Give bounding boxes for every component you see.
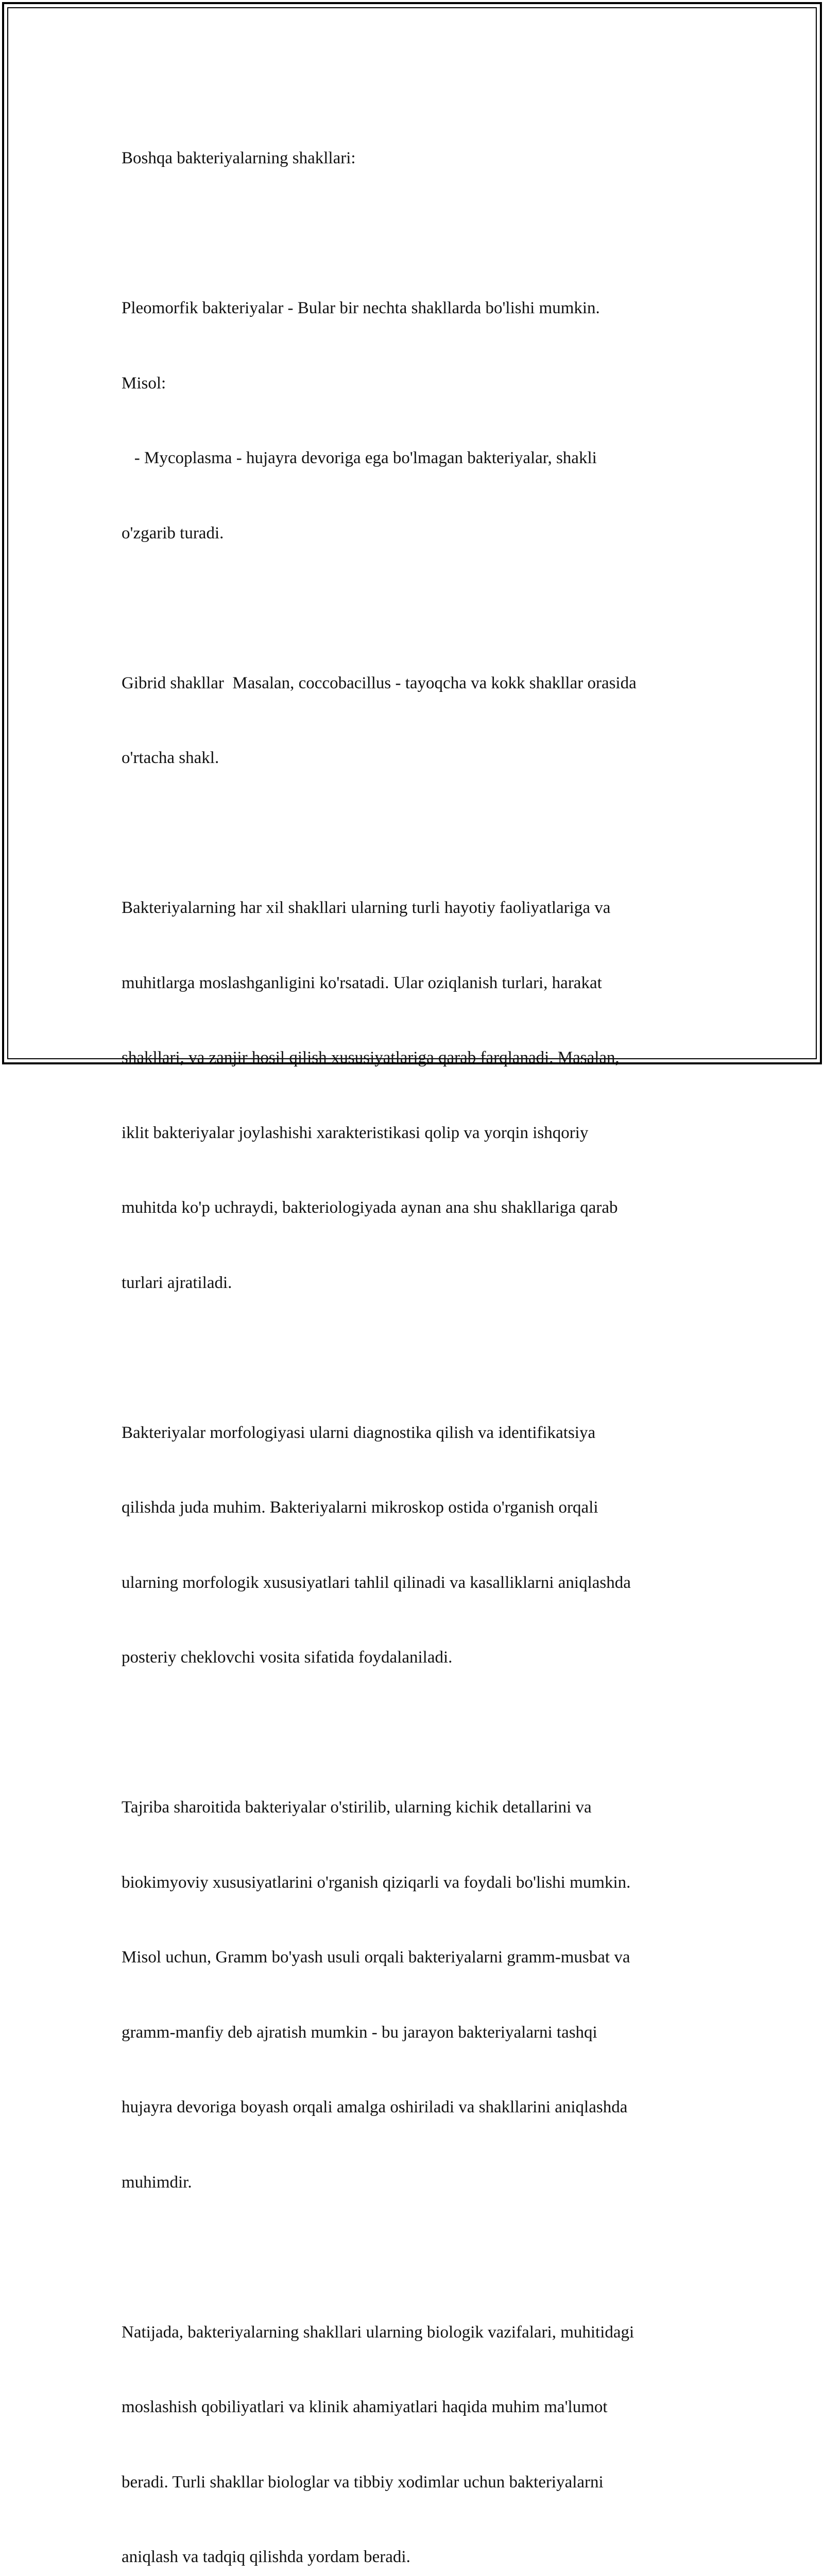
paragraph-morphology-diagnostics [122,1370,703,1720]
paragraph-line: turlari ajratiladi. [122,1270,703,1296]
paragraph-line: biokimyoviy xususiyatlarini o'rganish qiziqarli va foydali bo'lishi mumkin. [122,1870,703,1895]
paragraph-line: iklit bakteriyalar joylashishi xarakteristikasi qolip va yorqin ishqoriy [122,1121,703,1146]
paragraph-line: muhitda ko'p uchraydi, bakteriologiyada aynan ana shu shakllariga qarab [122,1195,703,1221]
paragraph-line: Natijada, bakteriyalarning shakllari ularning biologik vazifalari, muhitidagi [122,2320,703,2345]
paragraph-line: hujayra devoriga boyash orqali amalga oshiriladi va shakllarini aniqlashda [122,2095,703,2120]
paragraph-line: Bakteriyalarning har xil shakllari ularning turli hayotiy faoliyatlariga va [122,895,703,921]
paragraph-line: Misol uchun, Gramm bo'yash usuli orqali bakteriyalarni gramm-musbat va [122,1945,703,1970]
paragraph-gram-staining [122,1745,703,2245]
paragraph-conclusion [122,2270,703,2576]
paragraph-line: beradi. Turli shakllar biologlar va tibbiy xodimlar uchun bakteriyalarni [122,2470,703,2495]
paragraph-line: Gibrid shakllar Masalan, coccobacillus - tayoqcha va kokk shakllar orasida [122,671,703,696]
paragraph-line: qilishda juda muhim. Bakteriyalarni mikroskop ostida o'rganish orqali [122,1495,703,1520]
paragraph-line: Misol: [122,371,703,396]
paragraph-line: Tajriba sharoitida bakteriyalar o'stirilib, ularning kichik detallarini va [122,1795,703,1820]
document-body [122,96,703,2576]
paragraph-line: muhitlarga moslashganligini ko'rsatadi. Ular oziqlanish turlari, harakat [122,971,703,996]
paragraph-line: - Mycoplasma - hujayra devoriga ega bo'lmagan bakteriyalar, shakli [122,446,703,471]
paragraph-line: aniqlash va tadqiq qilishda yordam beradi. [122,2545,703,2570]
paragraph-line: Pleomorfik bakteriyalar - Bular bir nechta shakllarda bo'lishi mumkin. [122,296,703,321]
document-heading [122,96,703,221]
paragraph-line: gramm-manfiy deb ajratish mumkin - bu jarayon bakteriyalarni tashqi [122,2020,703,2045]
heading-line: Boshqa bakteriyalarning shakllari: [122,146,703,171]
paragraph-shape-adaptation [122,845,703,1345]
paragraph-line: muhimdir. [122,2170,703,2195]
paragraph-line: posteriy cheklovchi vosita sifatida foydalaniladi. [122,1645,703,1670]
paragraph-line: o'zgarib turadi. [122,521,703,546]
paragraph-pleomorphic [122,246,703,596]
paragraph-line: ularning morfologik xususiyatlari tahlil qilinadi va kasalliklarni aniqlashda [122,1570,703,1596]
paragraph-line: shakllari, va zanjir hosil qilish xususiyatlariga qarab farqlanadi. Masalan, [122,1045,703,1071]
paragraph-line: moslashish qobiliyatlari va klinik ahamiyatlari haqida muhim ma'lumot [122,2395,703,2420]
paragraph-hybrid-forms [122,621,703,821]
paragraph-line: Bakteriyalar morfologiyasi ularni diagnostika qilish va identifikatsiya [122,1420,703,1446]
paragraph-line: o'rtacha shakl. [122,745,703,771]
